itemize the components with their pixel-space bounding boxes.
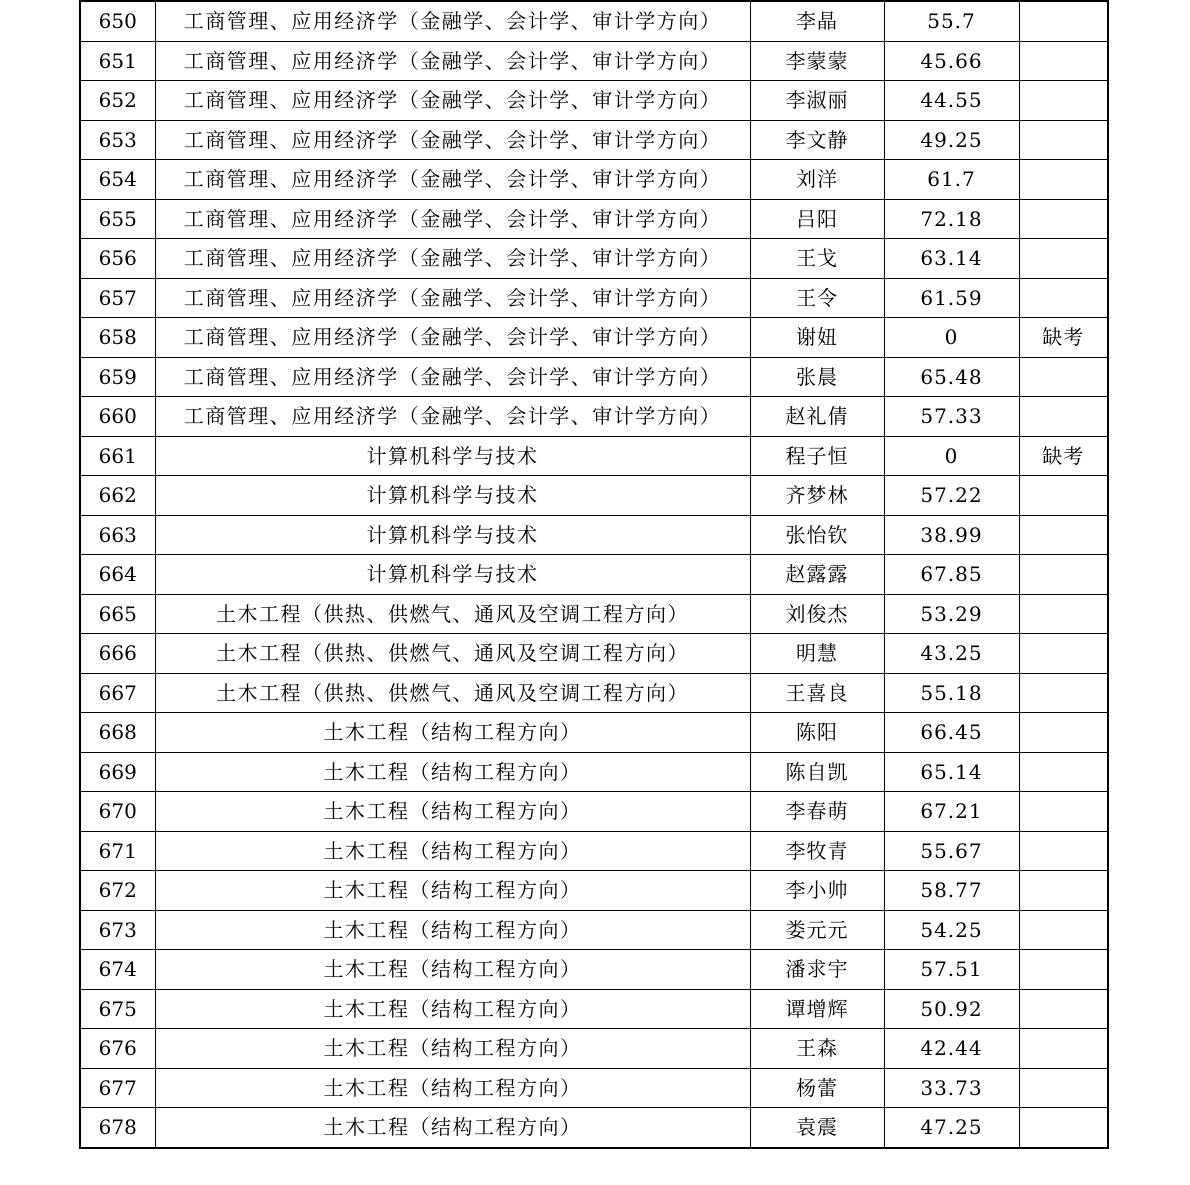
- note-cell: [1019, 120, 1108, 160]
- major-cell: 计算机科学与技术: [155, 476, 750, 516]
- table-row: [80, 160, 1108, 200]
- note-cell: [1019, 397, 1108, 437]
- student-name: 李晶: [750, 1, 884, 41]
- score-cell: 57.22: [884, 476, 1019, 516]
- table-row: [80, 910, 1108, 950]
- note-cell: [1019, 792, 1108, 832]
- student-name: 陈自凯: [750, 752, 884, 792]
- note-cell: [1019, 357, 1108, 397]
- score-cell: 33.73: [884, 1068, 1019, 1108]
- table-row: [80, 278, 1108, 318]
- student-name: 赵露露: [750, 555, 884, 595]
- score-cell: 0: [884, 436, 1019, 476]
- major-cell: 土木工程（供热、供燃气、通风及空调工程方向）: [155, 634, 750, 674]
- student-name: 明慧: [750, 634, 884, 674]
- score-cell: 66.45: [884, 713, 1019, 753]
- table-row: [80, 318, 1108, 358]
- table-row: [80, 1029, 1108, 1069]
- major-cell: 计算机科学与技术: [155, 555, 750, 595]
- student-name: 王令: [750, 278, 884, 318]
- table-row: [80, 634, 1108, 674]
- student-name: 王喜良: [750, 673, 884, 713]
- major-cell: 土木工程（结构工程方向）: [155, 831, 750, 871]
- note-cell: [1019, 555, 1108, 595]
- score-cell: 50.92: [884, 989, 1019, 1029]
- note-cell: [1019, 199, 1108, 239]
- major-cell: 土木工程（结构工程方向）: [155, 1068, 750, 1108]
- row-number: 654: [80, 160, 155, 200]
- student-name: 李春萌: [750, 792, 884, 832]
- note-cell: [1019, 950, 1108, 990]
- note-cell: [1019, 239, 1108, 279]
- row-number: 665: [80, 594, 155, 634]
- major-cell: 土木工程（供热、供燃气、通风及空调工程方向）: [155, 673, 750, 713]
- score-cell: 57.33: [884, 397, 1019, 437]
- major-cell: 土木工程（结构工程方向）: [155, 1029, 750, 1069]
- note-cell: [1019, 713, 1108, 753]
- table-row: [80, 1108, 1108, 1148]
- note-cell: [1019, 910, 1108, 950]
- score-cell: 47.25: [884, 1108, 1019, 1148]
- major-cell: 土木工程（结构工程方向）: [155, 792, 750, 832]
- student-name: 杨蕾: [750, 1068, 884, 1108]
- row-number: 666: [80, 634, 155, 674]
- table-row: [80, 792, 1108, 832]
- major-cell: 工商管理、应用经济学（金融学、会计学、审计学方向）: [155, 239, 750, 279]
- major-cell: 工商管理、应用经济学（金融学、会计学、审计学方向）: [155, 278, 750, 318]
- student-name: 刘俊杰: [750, 594, 884, 634]
- row-number: 658: [80, 318, 155, 358]
- score-cell: 57.51: [884, 950, 1019, 990]
- student-name: 谢妞: [750, 318, 884, 358]
- note-cell: [1019, 1, 1108, 41]
- major-cell: 计算机科学与技术: [155, 515, 750, 555]
- row-number: 652: [80, 81, 155, 121]
- student-name: 张晨: [750, 357, 884, 397]
- student-name: 刘洋: [750, 160, 884, 200]
- table-row: [80, 357, 1108, 397]
- major-cell: 土木工程（结构工程方向）: [155, 950, 750, 990]
- score-cell: 49.25: [884, 120, 1019, 160]
- score-cell: 65.14: [884, 752, 1019, 792]
- score-cell: 38.99: [884, 515, 1019, 555]
- row-number: 673: [80, 910, 155, 950]
- major-cell: 工商管理、应用经济学（金融学、会计学、审计学方向）: [155, 41, 750, 81]
- major-cell: 工商管理、应用经济学（金融学、会计学、审计学方向）: [155, 397, 750, 437]
- student-name: 王戈: [750, 239, 884, 279]
- major-cell: 土木工程（结构工程方向）: [155, 1108, 750, 1148]
- row-number: 672: [80, 871, 155, 911]
- student-name: 赵礼倩: [750, 397, 884, 437]
- student-name: 谭增辉: [750, 989, 884, 1029]
- row-number: 671: [80, 831, 155, 871]
- major-cell: 工商管理、应用经济学（金融学、会计学、审计学方向）: [155, 357, 750, 397]
- major-cell: 工商管理、应用经济学（金融学、会计学、审计学方向）: [155, 318, 750, 358]
- major-cell: 计算机科学与技术: [155, 436, 750, 476]
- table-row: [80, 199, 1108, 239]
- major-cell: 土木工程（结构工程方向）: [155, 871, 750, 911]
- score-cell: 61.7: [884, 160, 1019, 200]
- major-cell: 工商管理、应用经济学（金融学、会计学、审计学方向）: [155, 81, 750, 121]
- row-number: 662: [80, 476, 155, 516]
- note-cell: [1019, 81, 1108, 121]
- score-table: [79, 0, 1109, 1149]
- score-cell: 61.59: [884, 278, 1019, 318]
- major-cell: 土木工程（结构工程方向）: [155, 713, 750, 753]
- note-cell: [1019, 752, 1108, 792]
- score-cell: 55.7: [884, 1, 1019, 41]
- row-number: 655: [80, 199, 155, 239]
- note-cell: 缺考: [1019, 436, 1108, 476]
- student-name: 吕阳: [750, 199, 884, 239]
- row-number: 674: [80, 950, 155, 990]
- note-cell: [1019, 871, 1108, 911]
- row-number: 653: [80, 120, 155, 160]
- row-number: 656: [80, 239, 155, 279]
- table-row: [80, 989, 1108, 1029]
- major-cell: 工商管理、应用经济学（金融学、会计学、审计学方向）: [155, 199, 750, 239]
- table-row: [80, 1, 1108, 41]
- row-number: 657: [80, 278, 155, 318]
- table-row: [80, 555, 1108, 595]
- row-number: 660: [80, 397, 155, 437]
- major-cell: 土木工程（结构工程方向）: [155, 989, 750, 1029]
- table-row: [80, 831, 1108, 871]
- table-row: [80, 713, 1108, 753]
- score-cell: 42.44: [884, 1029, 1019, 1069]
- major-cell: 工商管理、应用经济学（金融学、会计学、审计学方向）: [155, 160, 750, 200]
- score-rows: [80, 1, 1108, 1148]
- score-cell: 53.29: [884, 594, 1019, 634]
- student-name: 程子恒: [750, 436, 884, 476]
- table-row: [80, 515, 1108, 555]
- score-cell: 43.25: [884, 634, 1019, 674]
- major-cell: 土木工程（供热、供燃气、通风及空调工程方向）: [155, 594, 750, 634]
- student-name: 李蒙蒙: [750, 41, 884, 81]
- row-number: 668: [80, 713, 155, 753]
- table-row: [80, 871, 1108, 911]
- row-number: 678: [80, 1108, 155, 1148]
- student-name: 王森: [750, 1029, 884, 1069]
- score-cell: 58.77: [884, 871, 1019, 911]
- major-cell: 土木工程（结构工程方向）: [155, 752, 750, 792]
- row-number: 650: [80, 1, 155, 41]
- major-cell: 工商管理、应用经济学（金融学、会计学、审计学方向）: [155, 120, 750, 160]
- row-number: 677: [80, 1068, 155, 1108]
- note-cell: [1019, 515, 1108, 555]
- row-number: 659: [80, 357, 155, 397]
- row-number: 663: [80, 515, 155, 555]
- student-name: 李文静: [750, 120, 884, 160]
- note-cell: 缺考: [1019, 318, 1108, 358]
- note-cell: [1019, 831, 1108, 871]
- row-number: 651: [80, 41, 155, 81]
- student-name: 陈阳: [750, 713, 884, 753]
- student-name: 袁震: [750, 1108, 884, 1148]
- score-cell: 67.21: [884, 792, 1019, 832]
- student-name: 李小帅: [750, 871, 884, 911]
- table-row: [80, 594, 1108, 634]
- table-row: [80, 120, 1108, 160]
- table-row: [80, 752, 1108, 792]
- row-number: 664: [80, 555, 155, 595]
- score-cell: 55.18: [884, 673, 1019, 713]
- student-name: 李牧青: [750, 831, 884, 871]
- score-cell: 55.67: [884, 831, 1019, 871]
- table-row: [80, 436, 1108, 476]
- score-cell: 67.85: [884, 555, 1019, 595]
- score-cell: 63.14: [884, 239, 1019, 279]
- row-number: 669: [80, 752, 155, 792]
- student-name: 潘求宇: [750, 950, 884, 990]
- note-cell: [1019, 1108, 1108, 1148]
- major-cell: 土木工程（结构工程方向）: [155, 910, 750, 950]
- note-cell: [1019, 1068, 1108, 1108]
- row-number: 676: [80, 1029, 155, 1069]
- row-number: 661: [80, 436, 155, 476]
- note-cell: [1019, 594, 1108, 634]
- score-cell: 65.48: [884, 357, 1019, 397]
- table-row: [80, 41, 1108, 81]
- score-cell: 54.25: [884, 910, 1019, 950]
- table-row: [80, 950, 1108, 990]
- student-name: 娄元元: [750, 910, 884, 950]
- note-cell: [1019, 160, 1108, 200]
- row-number: 667: [80, 673, 155, 713]
- table-row: [80, 476, 1108, 516]
- note-cell: [1019, 673, 1108, 713]
- note-cell: [1019, 1029, 1108, 1069]
- score-cell: 0: [884, 318, 1019, 358]
- note-cell: [1019, 634, 1108, 674]
- table-row: [80, 673, 1108, 713]
- table-row: [80, 397, 1108, 437]
- table-row: [80, 81, 1108, 121]
- row-number: 675: [80, 989, 155, 1029]
- score-cell: 44.55: [884, 81, 1019, 121]
- score-cell: 45.66: [884, 41, 1019, 81]
- score-cell: 72.18: [884, 199, 1019, 239]
- student-name: 李淑丽: [750, 81, 884, 121]
- table-row: [80, 239, 1108, 279]
- note-cell: [1019, 41, 1108, 81]
- student-name: 张怡钦: [750, 515, 884, 555]
- student-name: 齐梦林: [750, 476, 884, 516]
- note-cell: [1019, 476, 1108, 516]
- major-cell: 工商管理、应用经济学（金融学、会计学、审计学方向）: [155, 1, 750, 41]
- row-number: 670: [80, 792, 155, 832]
- note-cell: [1019, 989, 1108, 1029]
- note-cell: [1019, 278, 1108, 318]
- table-row: [80, 1068, 1108, 1108]
